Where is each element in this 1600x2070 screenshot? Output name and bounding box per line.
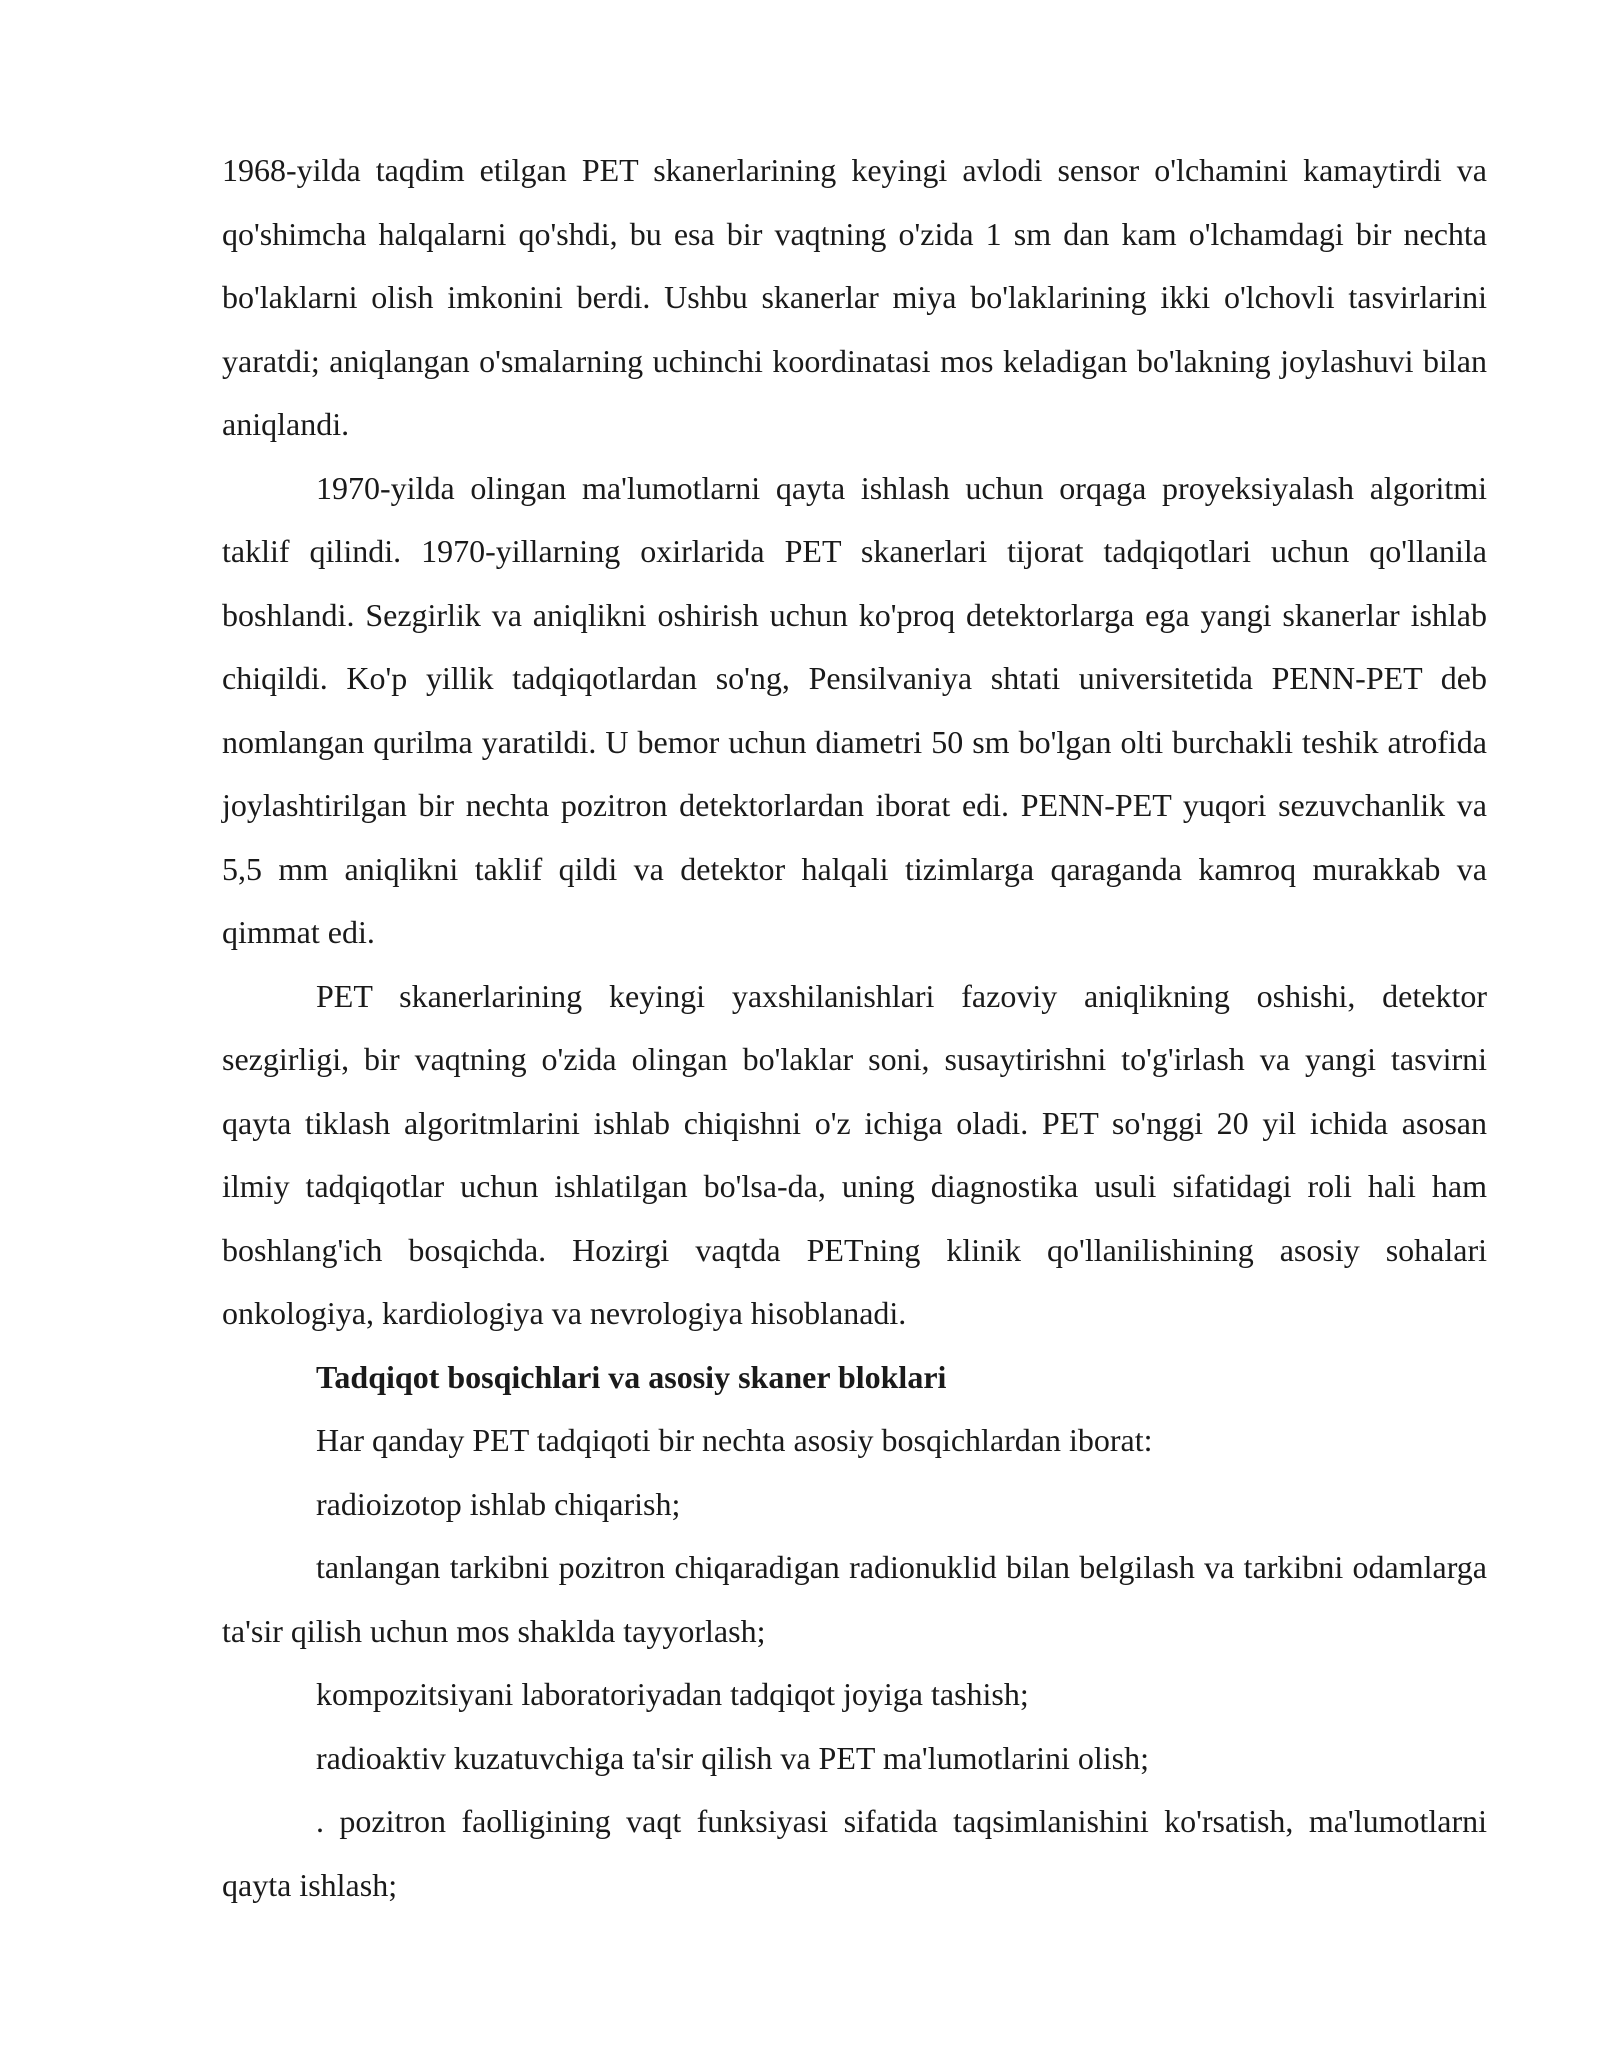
paragraph-1968-scanners: 1968-yilda taqdim etilgan PET skanerlarining keyingi avlodi sensor o'lchamini kamaytirdi va qo'shimcha halqalarni qo'shdi, bu esa bir vaqtning o'zida 1 sm dan kam o'lchamdagi bir nechta bo'laklarni olish imkonini berdi. Ushbu skanerlar miya bo'laklarining ikki o'lchovli tasvirlarini yaratdi; aniqlangan o'smalarning uchinchi koordinatasi mos keladigan bo'lakning joylashuvi bilan aniqlandi. [222,152,1487,442]
document-body [222,139,1487,1917]
paragraph-1970-algorithm: 1970-yilda olingan ma'lumotlarni qayta ishlash uchun orqaga proyeksiyalash algoritmi taklif qilindi. 1970-yillarning oxirlarida PET skanerlari tijorat tadqiqotlari uchun qo'llanila boshlandi. Sezgirlik va aniqlikni oshirish uchun ko'proq detektorlarga ega yangi skanerlar ishlab chiqildi. Ko'p yillik tadqiqotlardan so'ng, Pensilvaniya shtati universitetida PENN-PET deb nomlangan qurilma yaratildi. U bemor uchun diametri 50 sm bo'lgan olti burchakli teshik atrofida joylashtirilgan bir nechta pozitron detektorlardan iborat edi. PENN-PET yuqori sezuvchanlik va 5,5 mm aniqlikni taklif qildi va detektor halqali tizimlarga qaraganda kamroq murakkab va qimmat edi. [222,469,1487,950]
step-item: kompozitsiyani laboratoriyadan tadqiqot joyiga tashish; [316,1676,1029,1712]
steps-intro: Har qanday PET tadqiqoti bir nechta asosiy bosqichlardan iborat: [316,1422,1153,1458]
step-item: . pozitron faolligining vaqt funksiyasi sifatida taqsimlanishini ko'rsatish, ma'lumotlarni qayta ishlash; [222,1803,1487,1903]
section-heading: Tadqiqot bosqichlari va asosiy skaner bloklari [316,1358,947,1395]
step-item: tanlangan tarkibni pozitron chiqaradigan radionuklid bilan belgilash va tarkibni odamlarga ta'sir qilish uchun mos shaklda tayyorlash; [222,1549,1487,1649]
paragraph-improvements: PET skanerlarining keyingi yaxshilanishlari fazoviy aniqlikning oshishi, detektor sezgirligi, bir vaqtning o'zida olingan bo'laklar soni, susaytirishni to'g'irlash va yangi tasvirni qayta tiklash algoritmlarini ishlab chiqishni o'z ichiga oladi. PET so'nggi 20 yil ichida asosan ilmiy tadqiqotlar uchun ishlatilgan bo'lsa-da, uning diagnostika usuli sifatidagi roli hali ham boshlang'ich bosqichda. Hozirgi vaqtda PETning klinik qo'llanilishining asosiy sohalari onkologiya, kardiologiya va nevrologiya hisoblanadi. [222,977,1487,1331]
step-item: radioizotop ishlab chiqarish; [316,1485,681,1522]
step-item: radioaktiv kuzatuvchiga ta'sir qilish va PET ma'lumotlarini olish; [316,1739,1150,1776]
